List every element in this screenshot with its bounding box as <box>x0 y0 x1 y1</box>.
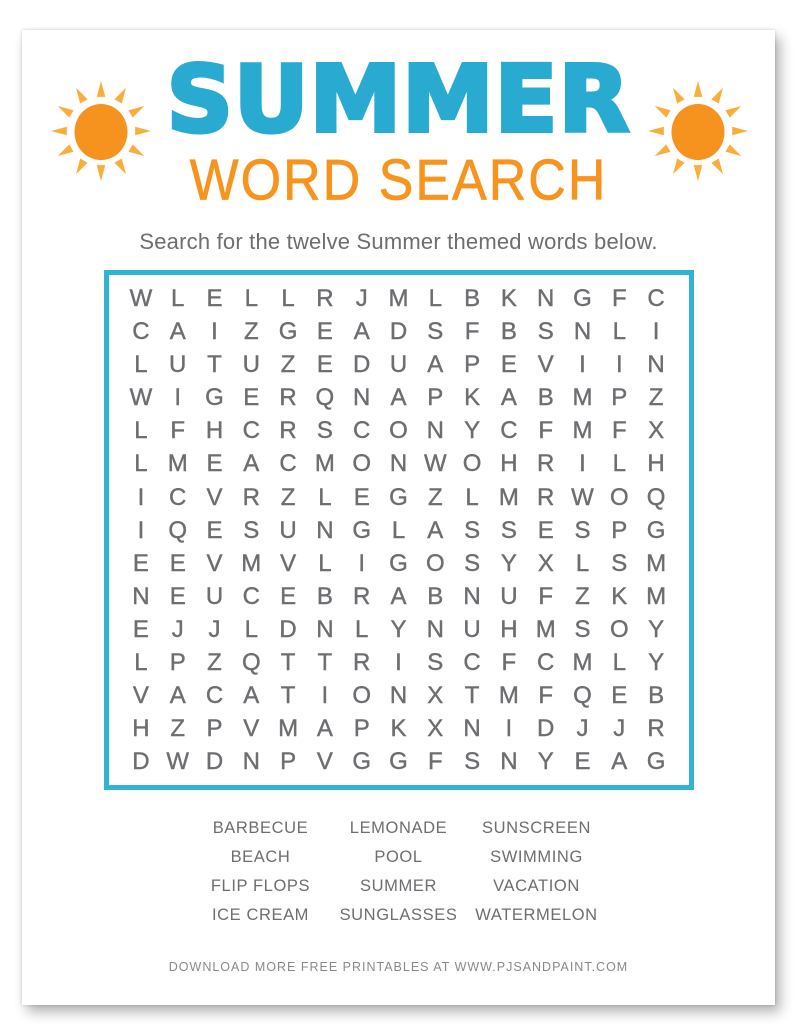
grid-letter: F <box>538 582 554 610</box>
grid-letter: L <box>612 648 626 676</box>
grid-letter: L <box>134 351 148 379</box>
grid-letter: R <box>279 384 297 412</box>
grid-letter: U <box>205 582 224 610</box>
grid-letter: Z <box>575 582 590 610</box>
grid-letter: N <box>426 417 444 445</box>
footer-credit: DOWNLOAD MORE FREE PRINTABLES AT WWW.PJSANDPAINT.COM <box>168 959 629 974</box>
grid-letter: L <box>465 483 479 511</box>
grid-letter: N <box>463 582 481 610</box>
grid-letter: G <box>573 285 592 313</box>
grid-letter: S <box>316 417 333 445</box>
grid-letter: Z <box>280 483 296 511</box>
grid-letter: I <box>395 648 402 676</box>
word-list-column <box>468 814 606 930</box>
grid-letter: Z <box>648 384 664 412</box>
grid-letter: D <box>205 748 224 776</box>
grid-letter: E <box>574 748 591 776</box>
grid-letter: V <box>243 715 260 743</box>
grid-letter: W <box>129 384 153 412</box>
grid-letter: H <box>205 417 224 445</box>
grid-letter: M <box>314 450 335 478</box>
grid-letter: E <box>353 483 370 511</box>
grid-letter: L <box>134 417 148 445</box>
grid-letter: S <box>611 549 628 577</box>
grid-letter: E <box>316 318 333 346</box>
grid-letter: E <box>206 516 223 544</box>
instructions-text: Search for the twelve Summer themed words below. <box>139 228 658 254</box>
grid-letter: H <box>132 715 150 743</box>
header <box>22 30 775 211</box>
grid-letter: B <box>500 318 517 346</box>
page-subtitle: WORD SEARCH <box>189 148 608 213</box>
grid-letter: G <box>205 384 224 412</box>
grid-letter: U <box>389 351 408 379</box>
word-list-item: SUMMER <box>360 876 437 895</box>
grid-letter: P <box>611 384 628 412</box>
grid-letter: J <box>208 615 221 643</box>
grid-letter: T <box>280 681 296 709</box>
grid-letter: P <box>169 648 186 676</box>
grid-letter: S <box>574 615 591 643</box>
grid-letter: L <box>612 318 626 346</box>
grid-letter: R <box>647 715 665 743</box>
grid-letter: K <box>611 582 628 610</box>
grid-letter: M <box>241 549 262 577</box>
grid-letter: Y <box>390 615 407 643</box>
grid-letter: I <box>358 549 366 577</box>
grid-letter: V <box>537 351 554 379</box>
grid-letter: I <box>615 351 623 379</box>
grid-letter: U <box>242 351 260 379</box>
grid-letter: N <box>463 715 481 743</box>
grid-letter: U <box>279 516 297 544</box>
grid-letter: V <box>316 748 333 776</box>
grid-letter: E <box>537 516 554 544</box>
grid-letter: G <box>389 483 408 511</box>
grid-letter: G <box>352 748 372 776</box>
grid-letter: C <box>279 450 297 478</box>
grid-letter: C <box>647 285 665 313</box>
grid-letter: V <box>206 483 223 511</box>
grid-letter: E <box>611 681 628 709</box>
grid-letter: R <box>537 450 555 478</box>
grid-letter: N <box>389 450 408 478</box>
grid-letter: L <box>244 285 258 313</box>
grid-letter: N <box>500 748 518 776</box>
grid-letter: J <box>355 285 368 313</box>
grid-letter: J <box>613 715 626 743</box>
grid-letter: W <box>166 748 190 776</box>
grid-letter: A <box>353 318 370 346</box>
grid-letter: V <box>206 549 223 577</box>
grid-letter: Y <box>537 748 554 776</box>
grid-letter: H <box>647 450 665 478</box>
grid-letter: Q <box>646 483 666 511</box>
grid-letters <box>109 275 689 785</box>
grid-letter: G <box>389 748 408 776</box>
word-list-item: BEACH <box>230 847 291 866</box>
grid-letter: X <box>537 549 554 577</box>
grid-letter: U <box>169 351 187 379</box>
grid-letter: C <box>463 648 481 676</box>
grid-letter: F <box>611 285 627 313</box>
grid-letter: E <box>206 285 223 313</box>
grid-letter: M <box>572 384 593 412</box>
grid-letter: L <box>134 648 148 676</box>
grid-letter: H <box>500 450 518 478</box>
grid-letter: K <box>390 715 407 743</box>
grid-letter: P <box>464 351 481 379</box>
grid-letter: G <box>646 748 666 776</box>
grid-letter: D <box>389 318 408 346</box>
word-list-item: POOL <box>374 847 423 866</box>
grid-letter: I <box>505 715 513 743</box>
grid-letter: L <box>318 549 332 577</box>
grid-letter: F <box>611 417 627 445</box>
grid-letter: O <box>425 549 445 577</box>
grid-letter: M <box>498 681 519 709</box>
grid-letter: S <box>574 516 591 544</box>
grid-letter: N <box>353 384 371 412</box>
grid-letter: Q <box>241 648 261 676</box>
grid-letter: M <box>535 615 556 643</box>
grid-letter: E <box>316 351 333 379</box>
grid-letter: R <box>316 285 334 313</box>
grid-letter: O <box>609 483 629 511</box>
grid-letter: Z <box>427 483 443 511</box>
grid-letter: M <box>498 483 519 511</box>
grid-letter: W <box>423 450 447 478</box>
page-title: SUMMER <box>166 46 631 153</box>
grid-letter: A <box>169 681 186 709</box>
grid-letter: A <box>243 681 260 709</box>
grid-letter: I <box>321 681 329 709</box>
grid-letter: A <box>243 450 260 478</box>
grid-letter: J <box>171 615 184 643</box>
grid-letter: U <box>500 582 518 610</box>
grid-letter: Y <box>500 549 517 577</box>
grid-letter: T <box>207 351 222 379</box>
grid-letter: K <box>500 285 517 313</box>
grid-letter: L <box>391 516 406 544</box>
grid-letter: M <box>278 715 299 743</box>
grid-letter: Q <box>168 516 188 544</box>
grid-letter: I <box>137 483 145 511</box>
grid-letter: N <box>316 615 334 643</box>
grid-letter: B <box>427 582 444 610</box>
grid-letter: F <box>427 748 443 776</box>
grid-letter: W <box>571 483 594 511</box>
grid-letter: L <box>134 450 148 478</box>
grid-letter: S <box>464 516 481 544</box>
grid-letter: B <box>537 384 554 412</box>
grid-letter: L <box>428 285 442 313</box>
sun-icon <box>647 80 749 182</box>
grid-letter: I <box>579 450 586 478</box>
grid-letter: A <box>390 384 407 412</box>
grid-letter: T <box>317 648 333 676</box>
grid-letter: P <box>353 715 370 743</box>
grid-letter: M <box>167 450 188 478</box>
grid-letter: X <box>648 417 665 445</box>
grid-letter: A <box>316 715 333 743</box>
grid-letter: I <box>137 516 145 544</box>
grid-letter: L <box>575 549 590 577</box>
grid-letter: F <box>464 318 480 346</box>
grid-letter: O <box>462 450 482 478</box>
word-list-item: VACATION <box>493 876 580 895</box>
grid-letter: I <box>579 351 586 379</box>
word-list <box>22 814 775 930</box>
grid-letter: C <box>242 417 260 445</box>
grid-letter: S <box>464 549 481 577</box>
grid-letter: L <box>318 483 332 511</box>
grid-letter: Q <box>315 384 335 412</box>
grid-letter: N <box>132 582 150 610</box>
grid-letter: O <box>352 681 372 709</box>
grid-letter: B <box>316 582 333 610</box>
word-list-item: SUNGLASSES <box>339 905 458 924</box>
grid-letter: F <box>538 681 554 709</box>
grid-letter: B <box>464 285 481 313</box>
grid-letter: S <box>427 648 444 676</box>
grid-letter: V <box>132 681 149 709</box>
grid-letter: N <box>647 351 665 379</box>
grid-letter: Y <box>648 615 665 643</box>
grid-letter: A <box>611 748 628 776</box>
grid-letter: S <box>464 748 481 776</box>
grid-letter: C <box>242 582 260 610</box>
grid-letter: N <box>316 516 334 544</box>
grid-letter: A <box>390 582 407 610</box>
grid-letter: P <box>427 384 444 412</box>
word-list-column <box>192 814 330 930</box>
grid-letter: C <box>353 417 371 445</box>
grid-letter: Q <box>573 681 592 709</box>
grid-letter: R <box>279 417 297 445</box>
grid-letter: A <box>427 516 444 544</box>
grid-letter: G <box>646 516 666 544</box>
grid-letter: M <box>572 648 593 676</box>
grid-letter: F <box>170 417 186 445</box>
grid-letter: L <box>171 285 185 313</box>
word-search-grid <box>104 270 694 790</box>
grid-letter: N <box>573 318 592 346</box>
word-list-item: ICE CREAM <box>211 905 310 924</box>
grid-letter: E <box>132 549 149 577</box>
worksheet-page <box>22 30 775 1005</box>
grid-letter: P <box>611 516 628 544</box>
grid-letter: C <box>500 417 518 445</box>
word-list-item: BARBECUE <box>212 818 309 837</box>
grid-letter: R <box>242 483 260 511</box>
grid-letter: D <box>537 715 555 743</box>
grid-letter: S <box>500 516 517 544</box>
grid-letter: S <box>537 318 554 346</box>
grid-letter: D <box>279 615 297 643</box>
grid-letter: X <box>427 681 444 709</box>
word-list-item: LEMONADE <box>349 818 448 837</box>
grid-letter: E <box>500 351 517 379</box>
grid-letter: C <box>132 318 150 346</box>
grid-letter: T <box>280 648 296 676</box>
grid-letter: G <box>278 318 298 346</box>
grid-letter: P <box>206 715 223 743</box>
grid-letter: V <box>280 549 297 577</box>
grid-letter: U <box>463 615 481 643</box>
grid-letter: T <box>464 681 480 709</box>
grid-letter: O <box>609 615 629 643</box>
grid-letter: E <box>243 384 260 412</box>
grid-letter: P <box>280 748 297 776</box>
grid-letter: M <box>572 417 593 445</box>
grid-letter: B <box>648 681 665 709</box>
grid-letter: F <box>501 648 517 676</box>
grid-letter: A <box>427 351 444 379</box>
grid-letter: D <box>353 351 371 379</box>
grid-letter: G <box>389 549 408 577</box>
grid-letter: C <box>169 483 187 511</box>
grid-letter: S <box>427 318 444 346</box>
grid-letter: N <box>537 285 555 313</box>
word-list-column <box>330 814 468 930</box>
grid-letter: L <box>244 615 258 643</box>
grid-letter: O <box>389 417 408 445</box>
grid-letter: S <box>243 516 260 544</box>
grid-letter: L <box>355 615 369 643</box>
grid-letter: A <box>169 318 186 346</box>
grid-letter: E <box>280 582 297 610</box>
word-list-item: SWIMMING <box>490 847 583 866</box>
grid-letter: D <box>132 748 150 776</box>
grid-letter: N <box>242 748 260 776</box>
grid-letter: O <box>352 450 372 478</box>
word-list-item: FLIP FLOPS <box>210 876 311 895</box>
grid-letter: G <box>352 516 372 544</box>
grid-letter: L <box>612 450 626 478</box>
grid-letter: C <box>537 648 555 676</box>
grid-letter: E <box>169 582 186 610</box>
grid-letter: X <box>427 715 444 743</box>
grid-letter: Z <box>207 648 222 676</box>
grid-letter: I <box>652 318 660 346</box>
grid-letter: Z <box>170 715 186 743</box>
grid-letter: Y <box>648 648 665 676</box>
grid-letter: R <box>353 648 371 676</box>
grid-letter: R <box>537 483 555 511</box>
grid-letter: L <box>281 285 295 313</box>
grid-letter: N <box>389 681 408 709</box>
word-list-item: SUNSCREEN <box>481 818 591 837</box>
grid-letter: W <box>129 285 153 313</box>
grid-letter: E <box>132 615 149 643</box>
grid-letter: A <box>500 384 517 412</box>
grid-letter: M <box>388 285 409 313</box>
grid-letter: M <box>646 582 667 610</box>
grid-letter: E <box>206 450 223 478</box>
grid-letter: C <box>205 681 224 709</box>
grid-letter: F <box>538 417 554 445</box>
grid-letter: K <box>464 384 481 412</box>
grid-letter: H <box>500 615 518 643</box>
grid-letter: Y <box>464 417 481 445</box>
grid-letter: M <box>646 549 667 577</box>
word-list-item: WATERMELON <box>475 905 598 924</box>
grid-letter: E <box>169 549 186 577</box>
grid-letter: I <box>174 384 182 412</box>
grid-letter: N <box>426 615 444 643</box>
grid-letter: Z <box>243 318 259 346</box>
grid-letter: J <box>576 715 589 743</box>
grid-letter: Z <box>280 351 296 379</box>
grid-letter: I <box>211 318 218 346</box>
grid-letter: R <box>353 582 371 610</box>
